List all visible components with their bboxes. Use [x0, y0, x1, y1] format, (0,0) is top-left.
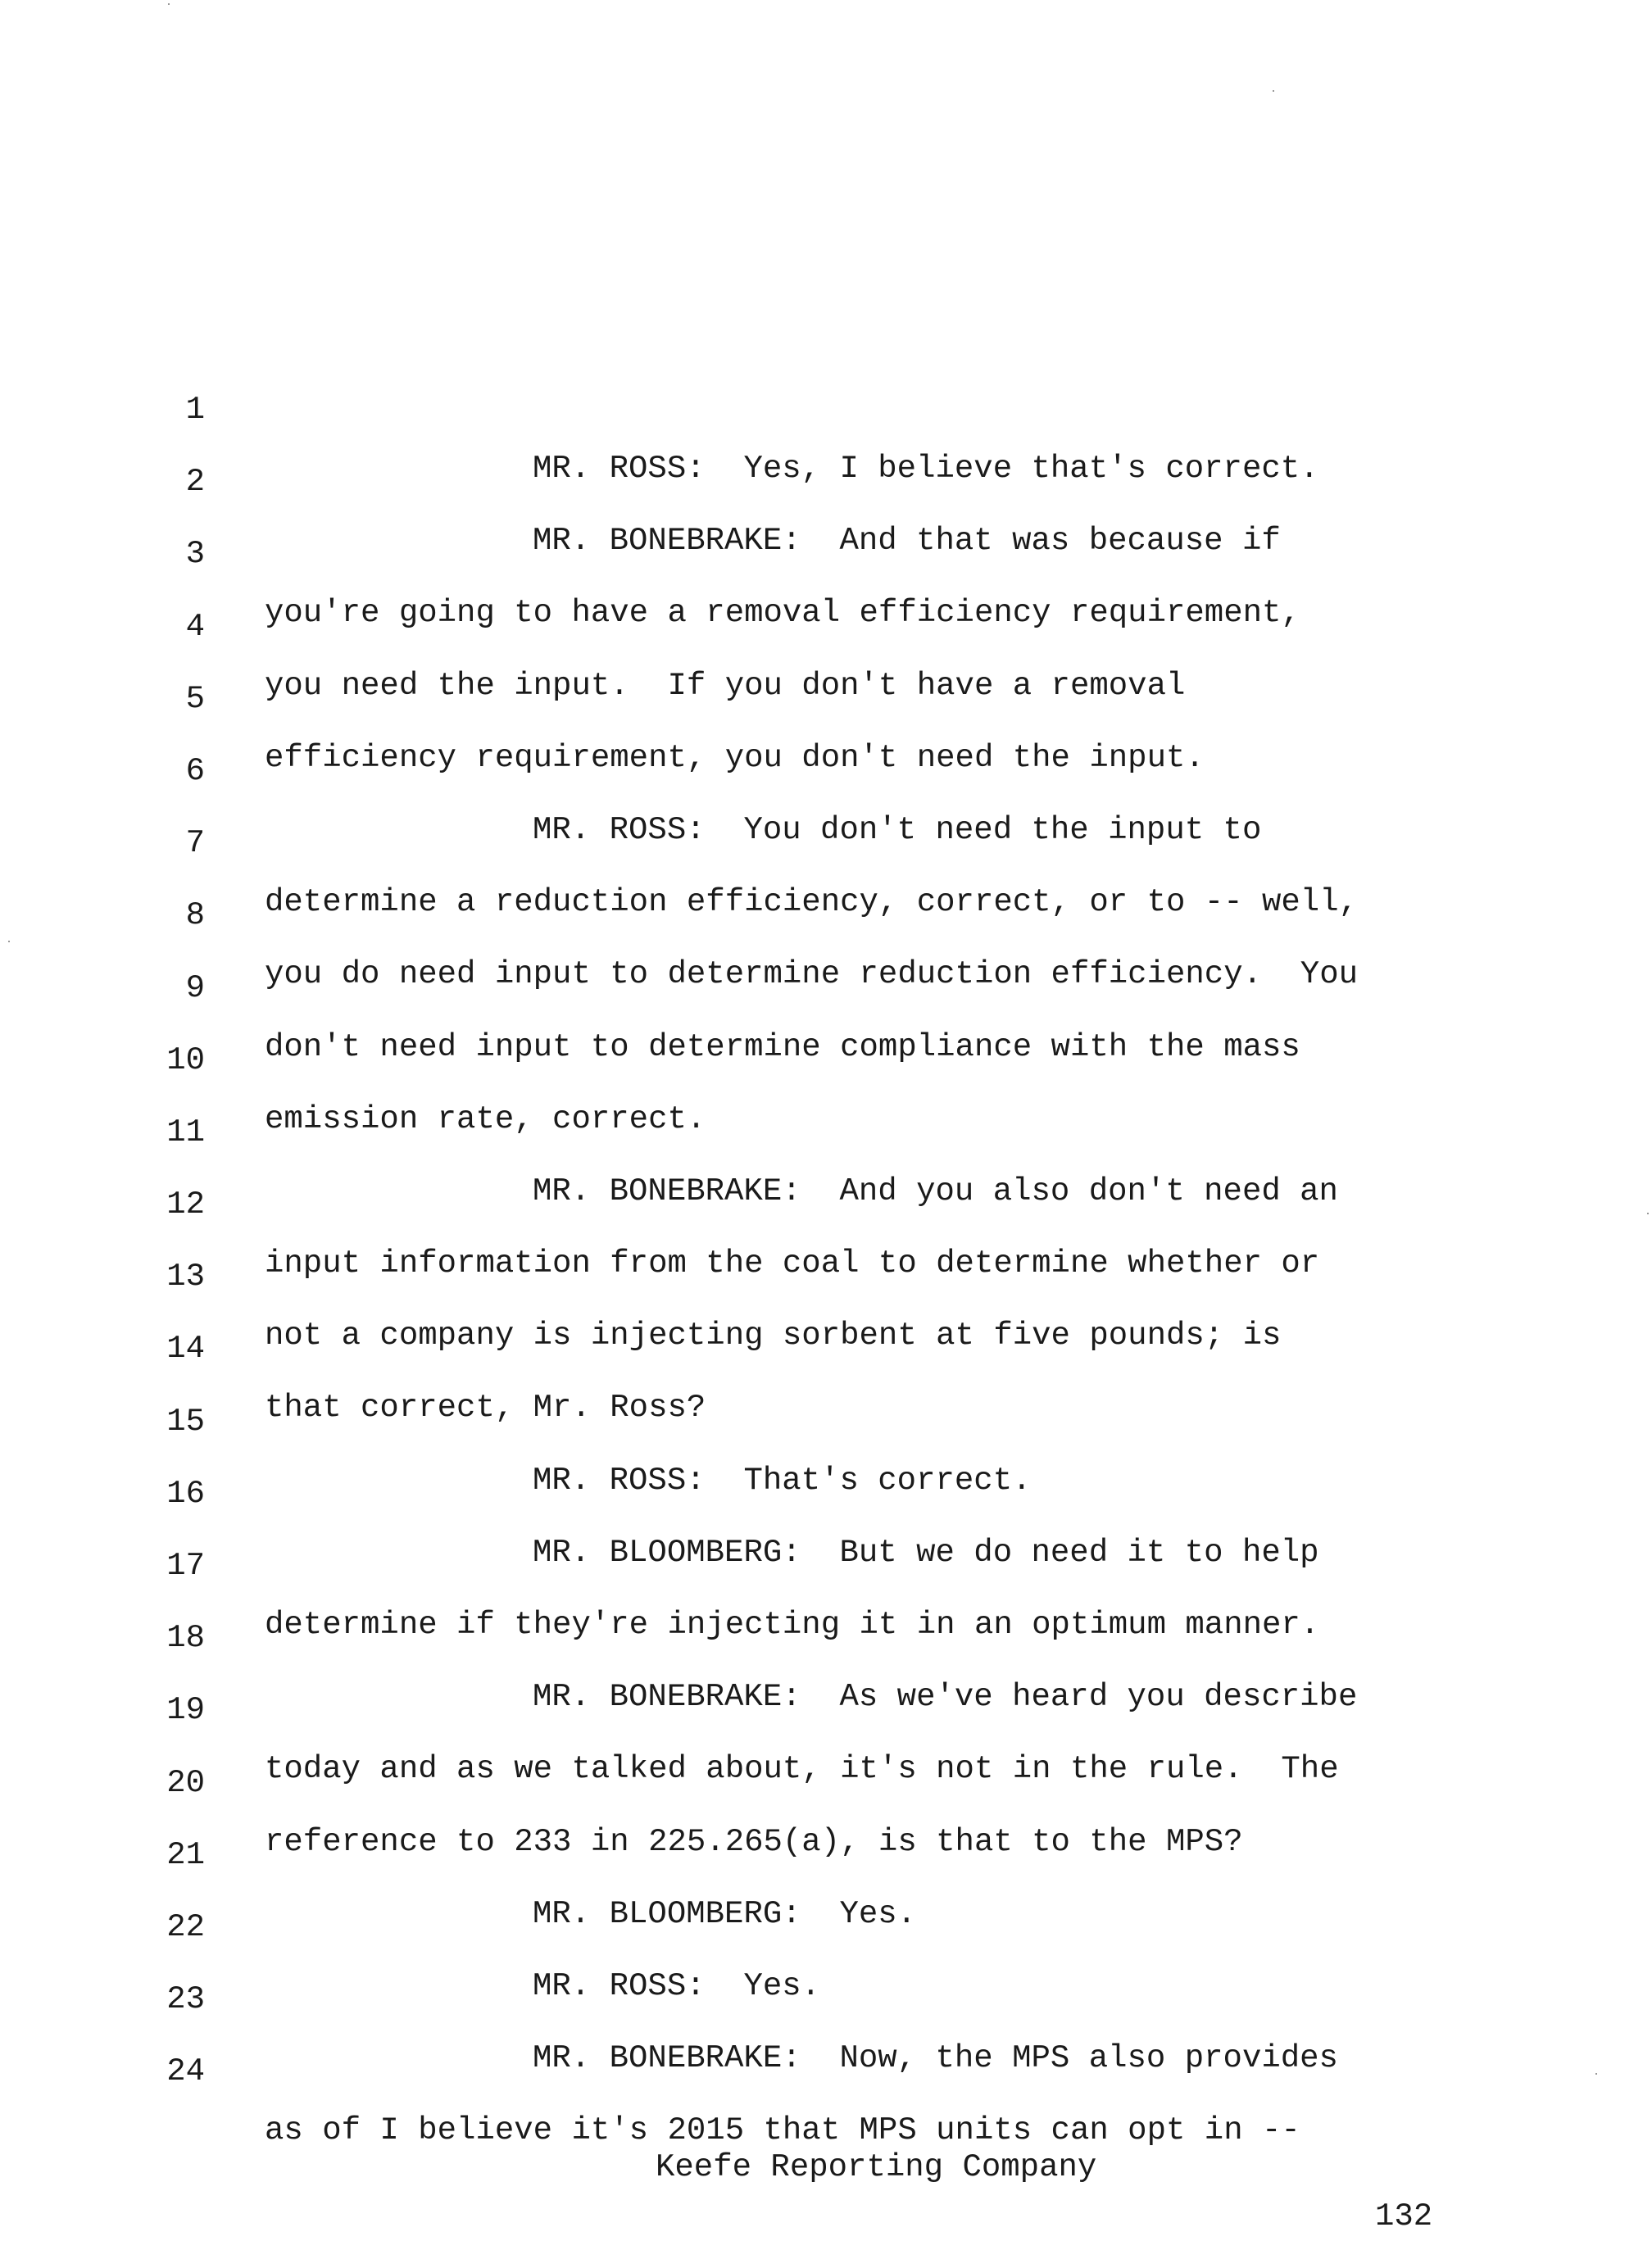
line-text: determine if they're injecting it in an optimum manner. [265, 1607, 1320, 1643]
line-number: 5 [185, 680, 205, 717]
scan-speck [1273, 90, 1274, 92]
scan-speck [1595, 2073, 1597, 2075]
transcript-body [0, 321, 1652, 2149]
line-number: 12 [166, 1186, 205, 1223]
line-text: you need the input. If you don't have a removal [265, 667, 1186, 704]
line-text: MR. BLOOMBERG: But we do need it to help [533, 1534, 1319, 1571]
line-text: emission rate, correct. [265, 1100, 706, 1137]
line-text: you're going to have a removal efficiency requirement, [265, 595, 1300, 632]
line-number: 21 [166, 1836, 205, 1873]
scan-speck [168, 3, 170, 5]
line-text: today and as we talked about, it's not in the rule. The [265, 1751, 1339, 1788]
line-number: 9 [185, 969, 205, 1006]
line-text: MR. ROSS: You don't need the input to [533, 811, 1262, 848]
line-number: 10 [166, 1041, 205, 1078]
line-text: MR. BLOOMBERG: Yes. [533, 1895, 917, 1932]
line-number: 6 [185, 752, 205, 789]
line-text: MR. BONEBRAKE: And that was because if [533, 523, 1281, 560]
line-text: don't need input to determine compliance with the mass [265, 1028, 1300, 1065]
line-number: 24 [166, 2053, 205, 2090]
line-text: efficiency requirement, you don't need the input. [265, 739, 1205, 776]
line-number: 8 [185, 897, 205, 934]
line-number: 18 [166, 1620, 205, 1657]
scan-speck [8, 941, 10, 942]
line-number: 3 [185, 536, 205, 573]
line-text: reference to 233 in 225.265(a), is that to the MPS? [265, 1823, 1243, 1860]
line-text: input information from the coal to determine whether or [265, 1245, 1320, 1282]
page-number: 132 [1375, 2198, 1433, 2234]
line-number: 11 [166, 1114, 205, 1150]
page-footer [0, 2094, 1652, 2241]
line-number: 13 [166, 1259, 205, 1295]
line-number: 22 [166, 1908, 205, 1945]
line-number: 15 [166, 1403, 205, 1440]
line-number: 19 [166, 1692, 205, 1729]
line-number: 17 [166, 1548, 205, 1584]
transcript-line [0, 321, 1652, 487]
line-number: 20 [166, 1764, 205, 1801]
reporting-company: Keefe Reporting Company [656, 2149, 1097, 2185]
line-number: 1 [185, 392, 205, 428]
line-text: MR. ROSS: That's correct. [533, 1462, 1032, 1499]
line-text: you do need input to determine reduction efficiency. You [265, 956, 1359, 993]
scan-speck [1647, 1213, 1649, 1214]
line-text: MR. BONEBRAKE: As we've heard you describe [533, 1679, 1358, 1716]
line-number: 7 [185, 825, 205, 862]
line-text: MR. BONEBRAKE: And you also don't need an [533, 1173, 1338, 1209]
line-number: 23 [166, 1981, 205, 2018]
line-text: that correct, Mr. Ross? [265, 1390, 706, 1427]
line-text: as of I believe it's 2015 that MPS units can opt in -- [265, 2112, 1300, 2149]
line-number: 2 [185, 464, 205, 501]
line-number: 4 [185, 608, 205, 645]
line-text: determine a reduction efficiency, correct, or to -- well, [265, 884, 1359, 921]
line-text: not a company is injecting sorbent at five pounds; is [265, 1318, 1282, 1354]
line-number: 14 [166, 1331, 205, 1368]
line-number: 16 [166, 1475, 205, 1512]
line-text: MR. ROSS: Yes, I believe that's correct. [533, 451, 1319, 487]
line-text: MR. BONEBRAKE: Now, the MPS also provides [533, 2040, 1338, 2077]
line-text: MR. ROSS: Yes. [533, 1967, 821, 2004]
